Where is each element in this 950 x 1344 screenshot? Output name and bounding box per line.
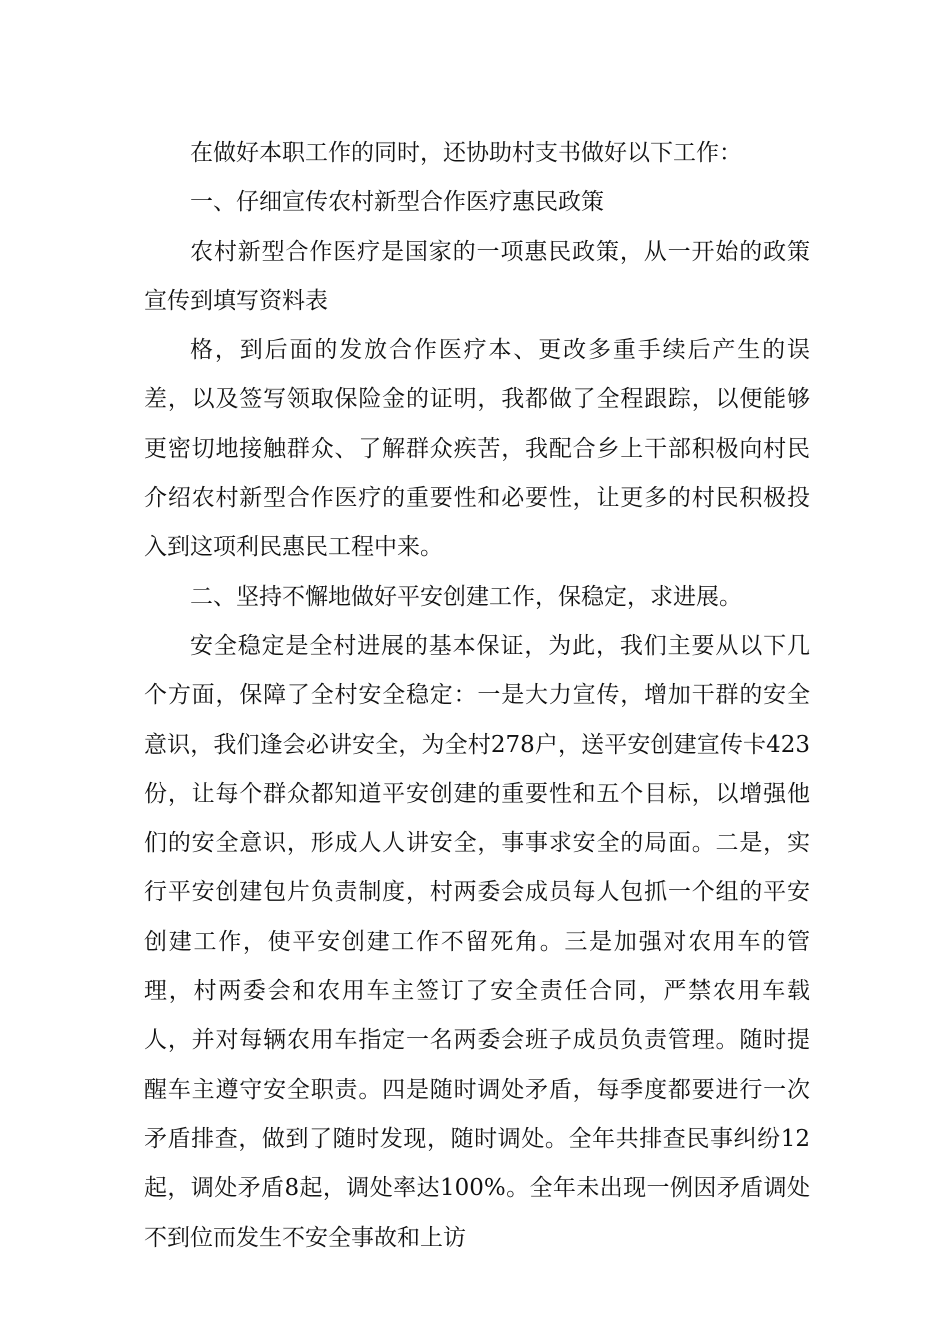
paragraph-safety: 安全稳定是全村进展的基本保证，为此，我们主要从以下几个方面，保障了全村安全稳定：一是大力宣传，增加干群的安全意识，我们逢会必讲安全，为全村278户，送平安创建宣传卡423份，让每个群众都知道平安创建的重要性和五个目标，以增强他们的安全意识，形成人人讲安全，事事求安全的局面。二是，实行平安创建包片负责制度，村两委会成员每人包抓一个组的平安创建工作，使平安创建工作不留死角。三是加强对农用车的管理，村两委会和农用车主签订了安全责任合同，严禁农用车载人，并对每辆农用车指定一名两委会班子成员负责管理。随时提醒车主遵守安全职责。四是随时调处矛盾，每季度都要进行一次矛盾排查，做到了随时发现，随时调处。全年共排查民事纠纷12起，调处矛盾8起，调处率达100%。全年未出现一例因矛盾调处不到位而发生不安全事故和上访 (144, 632, 810, 1251)
document-body (144, 129, 810, 1263)
paragraph-intro: 在做好本职工作的同时，还协助村支书做好以下工作： (190, 140, 742, 166)
section-heading-1: 一、仔细宣传农村新型合作医疗惠民政策 (190, 189, 604, 216)
paragraph-medical-policy: 农村新型合作医疗是国家的一项惠民政策，从一开始的政策宣传到填写资料表 (144, 238, 810, 314)
section-heading-2: 二、坚持不懈地做好平安创建工作，保稳定，求进展。 (190, 583, 742, 610)
paragraph-medical-followup: 格，到后面的发放合作医疗本、更改多重手续后产生的误差，以及签写领取保险金的证明，我都做了全程跟踪，以便能够更密切地接触群众、了解群众疾苦，我配合乡上干部积极向村民介绍农村新型合作医疗的重要性和必要性，让更多的村民积极投入到这项利民惠民工程中来。 (144, 337, 810, 561)
